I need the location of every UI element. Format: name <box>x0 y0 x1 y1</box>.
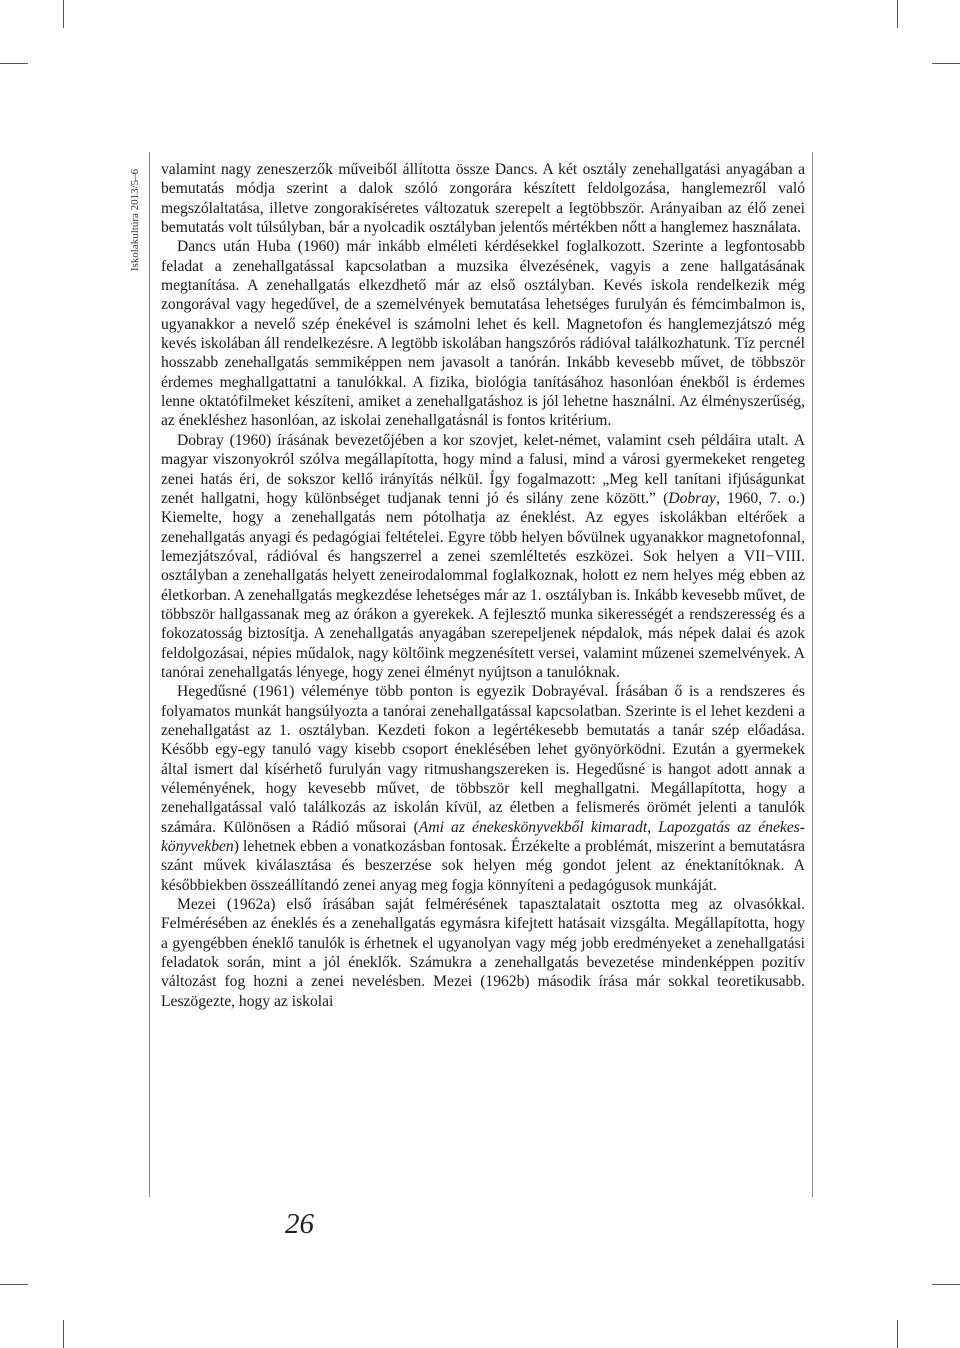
text-run: Dancs után Huba (1960) már inkább elméleti kérdésekkel foglalkozott. Szerinte a legfontosabb feladat a zenehallgatással kapcsolatban a muzsika élvezésének, vagyis a zene hallgatásának megtanítása. A zenehallgatás elkezdhető már az első osztályban. Kevés iskola rendelkezik még zongorával vagy hegedűvel, de a szemelvények bemutatása lehetséges furulyán és fémcimbalmon is, ugyanakkor a nevelő szép énekével is számolni lehet és kell. Magnetofon és hanglemezjátszó még kevés iskolában áll rendelkezésre. A legtöbb iskolában hangszórós rádióval találkozhatunk. Tíz percnél hosszabb zenehallgatás semmiképpen nem javasolt a tanórán. Inkább kevesebb művet, de többször érdemes meghallgattatni a tanulókkal. A fizika, biológia tanításához hasonlóan énekből is érdemes lenne oktatófilmeket készíteni, amiket a zenehallgatáshoz is jól lehetne használni. Az élményszerűség, az énekléshez hasonlóan, az iskolai zenehallgatásnál is fontos kritérium. <box>161 238 805 430</box>
text-run: , <box>647 818 659 836</box>
text-run: ) lehetnek ebben a vonatkozásban fontosak. Érzékelte a problémát, miszerint a bemutatásra szánt művek kiválasztása és beszerzése sok helyen még gondot jelent az énektanítóknak. A későbbiekben összeállítandó zenei anyag meg fogja könnyíteni a pedagógusok munkáját. <box>161 838 805 894</box>
running-head <box>127 150 143 290</box>
page-number: 26 <box>285 1208 314 1240</box>
crop-mark-left-bottom <box>0 1284 28 1285</box>
text-run: valamint nagy zeneszerzők műveiből állította össze Dancs. A két osztály zenehallgatási anyagában a bemutatás módja szerint a dalok szóló zongorára készített feldolgozása, hanglemezről való megszólaltatása, illetve zongorakíséretes változatuk szerepelt a legtöbbször. Arányaiban az élő zenei bemutatás volt túlsúlyban, bár a nyolcadik osztályban jelentős mértékben nőtt a hanglemez használata. <box>161 161 805 237</box>
crop-mark-right-bottom <box>932 1284 960 1285</box>
paragraph <box>161 431 805 682</box>
paragraph <box>161 160 805 237</box>
paragraph <box>161 682 805 895</box>
text-run: , 1960, 7. o.) Kiemelte, hogy a zenehallgatás nem pótolhatja az éneklést. Az egyes iskolákban eltérőek a zenehallgatás anyagi és pedagógiai feltételei. Egyre több helyen bővülnek ugyanakkor magnetofonnal, lemezjátszóval, rádióval és hangszerrel a zenei szemléltetés eszközei. Sok helyen a VII−VIII. osztályban a zenehallgatás helyett zeneirodalommal foglalkoznak, holott ez nem helyes még ebben az életkorban. A zenehallgatás megkezdése lehetséges már az 1. osztályban is. Inkább kevesebb művet, de többször hallgassanak meg az órákon a gyerekek. A fejlesztő munka sikerességét a rendszeresség és a fokozatosság biztosítja. A zenehallgatás anyagában szerepeljenek népdalok, más népek dalai és azok feldolgozásai, népies műdalok, nagy költőink megzenésített versei, valamint műzenei szemelvények. A tanórai zenehallgatás lényege, hogy zenei élményt nyújtson a tanulóknak. <box>161 489 805 681</box>
italic-text: Lapozgatás az énekeskönyvekben <box>161 818 805 856</box>
crop-mark-top-left <box>63 0 64 28</box>
right-column-rule <box>812 152 813 1197</box>
paragraph <box>161 237 805 430</box>
crop-mark-bottom-right <box>897 1320 898 1348</box>
text-run: Mezei (1962a) első írásában saját felmérésének tapasztalatait osztotta meg az olvasókkal. Felmérésében az éneklés és a zenehallgatás egymásra kifejtett hatásait vizsgálta. Megállapította, hogy a gyengébben éneklő tanulók is érhetnek el ugyanolyan vagy még jobb eredményeket a zenehallgatási feladatok során, mint a jól éneklők. Számukra a zenehallgatás bevezetése mindenképpen pozitív változást fog hozni a zenei nevelésben. Mezei (1962b) második írása már sokkal teoretikusabb. Leszögezte, hogy az iskolai <box>161 896 805 1010</box>
running-head-text: Iskolakultúra 2013/5–6 <box>129 168 141 272</box>
body-text <box>161 160 805 1011</box>
italic-text: Ami az énekeskönyvekből kimaradt <box>418 818 648 836</box>
italic-text: Dobray <box>668 489 716 507</box>
paragraph <box>161 895 805 1011</box>
text-run: Hegedűsné (1961) véleménye több ponton is egyezik Dobrayéval. Írásában ő is a rendszeres és folyamatos munkát hangsúlyozta a tanórai zenehallgatással kapcsolatban. Szerinte is el lehet kezdeni a zenehallgatást az 1. osztályban. Kezdeti fokon a legértékesebb bemutatás a tanár szép előadása. Később egy-egy tanuló vagy kisebb csoport éneklésében lehet gyönyörködni. Ezután a gyermekek által ismert dal kísérhető furulyán vagy ritmushangszereken is. Hegedűsné is hangot adott annak a véleményének, hogy kevesebb művet, de többször kell meghallgatni. Megállapította, hogy a zenehallgatással való találkozás az iskolán kívül, az életben a felismerés örömét jelenti a tanulók számára. Különösen a Rádió műsorai ( <box>161 683 805 836</box>
text-run: Dobray (1960) írásának bevezetőjében a kor szovjet, kelet-német, valamint cseh példáira utalt. A magyar viszonyokról szólva megállapította, hogy mind a falusi, mind a városi gyermekeket rengeteg zenei hatás éri, de sokszor kellő irányítás nélkül. Így fogalmazott: „Meg kell tanítani ifjúságunkat zenét hallgatni, hogy különbséget tudjanak tenni jó és silány zene között.” ( <box>161 431 805 507</box>
crop-mark-right-top <box>932 63 960 64</box>
crop-mark-left-top <box>0 63 28 64</box>
crop-mark-top-right <box>897 0 898 28</box>
crop-mark-bottom-left <box>63 1320 64 1348</box>
left-column-rule <box>149 152 150 1197</box>
